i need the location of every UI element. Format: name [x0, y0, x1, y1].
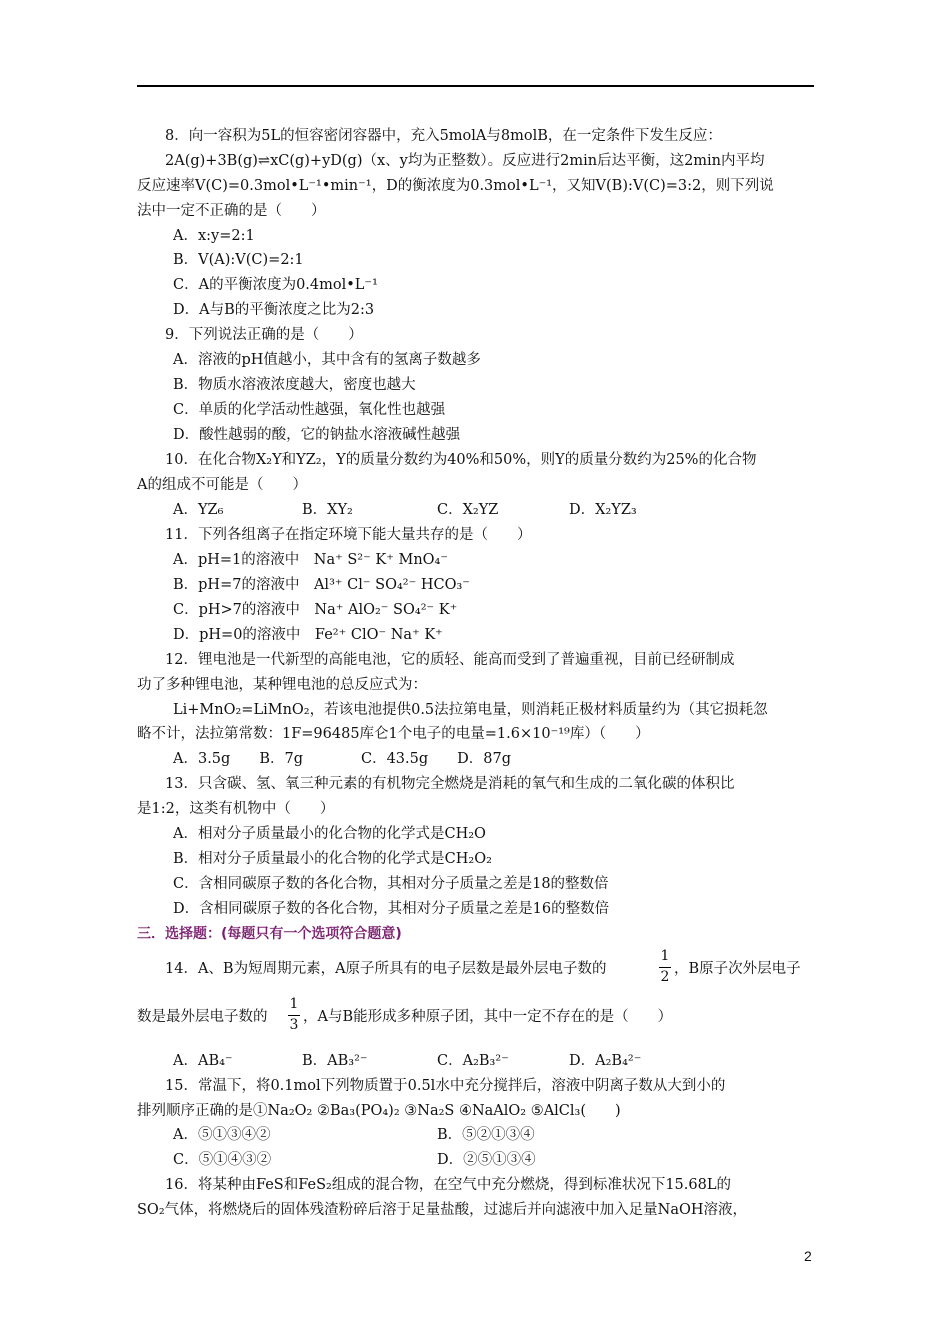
q14-option-c: C．A₂B₃²⁻ — [437, 1053, 509, 1069]
q12-line-2: 功了多种锂电池，某种锂电池的总反应式为： — [137, 677, 427, 693]
fraction-bar — [659, 967, 671, 968]
q14-line-2b: ，A与B能形成多种原子团，其中一定不存在的是（ ） — [303, 1009, 673, 1025]
q9-option-b: B．物质水溶液浓度越大，密度也越大 — [173, 377, 416, 393]
q14-option-a: A．AB₄⁻ — [173, 1053, 233, 1069]
q12-options: A．3.5g B．7g C．43.5g D．87g — [173, 751, 511, 767]
fraction-denominator: 2 — [660, 969, 670, 985]
q12-line-1: 12．锂电池是一代新型的高能电池，它的质轻、能高而受到了普遍重视，目前已经研制成 — [165, 652, 735, 668]
q16-line-1: 16．将某种由FeS和FeS₂组成的混合物，在空气中充分燃烧，得到标准状况下15.68L的 — [165, 1177, 731, 1193]
q11-option-a: A．pH=1的溶液中 Na⁺ S²⁻ K⁺ MnO₄⁻ — [173, 552, 449, 568]
q12-line-3: Li+MnO₂=LiMnO₂，若该电池提供0.5法拉第电量，则消耗正极材料质量约为（其它损耗忽 — [173, 702, 768, 718]
q13-option-c: C．含相同碳原子数的各化合物，其相对分子质量之差是18的整数倍 — [173, 876, 609, 892]
q10-line-1: 10．在化合物X₂Y和YZ₂，Y的质量分数约为40%和50%，则Y的质量分数约为25%的化合物 — [165, 452, 757, 468]
q12-line-4: 略不计，法拉第常数：1F=96485库仑1个电子的电量=1.6×10⁻¹⁹库）（ ） — [137, 726, 650, 742]
q14-line-1a: 14．A、B为短周期元素，A原子所具有的电子层数是最外层电子数的 — [165, 961, 607, 977]
q16-line-2: SO₂气体，将燃烧后的固体残渣粉碎后溶于足量盐酸，过滤后并向滤液中加入足量NaOH溶液， — [137, 1202, 747, 1218]
q13-option-d: D．含相同碳原子数的各化合物，其相对分子质量之差是16的整数倍 — [173, 901, 610, 917]
q9-option-a: A．溶液的pH值越小，其中含有的氢离子数越多 — [173, 352, 481, 368]
q8-line-2: 2A(g)+3B(g)⇌xC(g)+yD(g)（x、y均为正整数）。反应进行2min后达平衡，这2min内平均 — [165, 153, 765, 169]
q8-line-4: 法中一定不正确的是（ ） — [137, 203, 326, 219]
q8-option-b: B．V(A):V(C)=2:1 — [173, 252, 304, 268]
q13-option-b: B．相对分子质量最小的化合物的化学式是CH₂O₂ — [173, 851, 492, 867]
q15-option-d: D．②⑤①③④ — [437, 1152, 536, 1168]
q15-option-c: C．⑤①④③② — [173, 1152, 272, 1168]
fraction-bar — [288, 1015, 300, 1016]
q15-option-b: B．⑤②①③④ — [437, 1127, 535, 1143]
section-heading: 三．选择题：(每题只有一个选项符合题意) — [137, 926, 402, 942]
q13-line-1: 13．只含碳、氢、氧三种元素的有机物完全燃烧是消耗的氧气和生成的二氧化碳的体积比 — [165, 776, 735, 792]
q15-option-a: A．⑤①③④② — [173, 1127, 271, 1143]
q13-line-2: 是1:2，这类有机物中（ ） — [137, 801, 335, 817]
q14-option-d: D．A₂B₄²⁻ — [569, 1053, 642, 1069]
q15-line-2: 排列顺序正确的是①Na₂O₂ ②Ba₃(PO₄)₂ ③Na₂S ④NaAlO₂ ⑤AlCl₃( ) — [137, 1103, 621, 1119]
q10-line-2: A的组成不可能是（ ） — [137, 477, 307, 493]
q9-option-c: C．单质的化学活动性越强，氧化性也越强 — [173, 402, 446, 418]
q10-option-c: C．X₂YZ — [437, 502, 499, 518]
q8-line-1: 8．向一容积为5L的恒容密闭容器中，充入5molA与8molB，在一定条件下发生反应： — [165, 128, 722, 144]
q10-option-d: D．X₂YZ₃ — [569, 502, 637, 518]
q13-option-a: A．相对分子质量最小的化合物的化学式是CH₂O — [173, 826, 486, 842]
q14-line-1b: ，B原子次外层电子 — [674, 961, 801, 977]
q14-line-2a: 数是最外层电子数的 — [137, 1009, 268, 1025]
fraction-numerator: 1 — [289, 996, 299, 1012]
q9-stem: 9．下列说法正确的是（ ） — [165, 327, 363, 343]
q11-option-d: D．pH=0的溶液中 Fe²⁺ ClO⁻ Na⁺ K⁺ — [173, 627, 443, 643]
q14-option-b: B．AB₃²⁻ — [302, 1053, 368, 1069]
q10-option-b: B．XY₂ — [302, 502, 353, 518]
q9-option-d: D．酸性越弱的酸，它的钠盐水溶液碱性越强 — [173, 427, 461, 443]
q11-option-b: B．pH=7的溶液中 Al³⁺ Cl⁻ SO₄²⁻ HCO₃⁻ — [173, 577, 470, 593]
q8-option-a: A．x:y=2:1 — [173, 228, 255, 244]
fraction-numerator: 1 — [660, 948, 670, 964]
q8-option-c: C．A的平衡浓度为0.4mol•L⁻¹ — [173, 277, 378, 293]
q8-line-3: 反应速率V(C)=0.3mol•L⁻¹•min⁻¹，D的衡浓度为0.3mol•L⁻¹，又知V(B):V(C)=3:2，则下列说 — [137, 178, 774, 194]
header-rule — [137, 85, 814, 87]
q15-line-1: 15．常温下，将0.1mol下列物质置于0.5l水中充分搅拌后，溶液中阴离子数从大到小的 — [165, 1078, 726, 1094]
page-number: 2 — [804, 1248, 812, 1264]
fraction-denominator: 3 — [289, 1017, 299, 1033]
q10-option-a: A．YZ₆ — [173, 502, 224, 518]
q11-stem: 11．下列各组离子在指定环境下能大量共存的是（ ） — [165, 527, 532, 543]
q11-option-c: C．pH>7的溶液中 Na⁺ AlO₂⁻ SO₄²⁻ K⁺ — [173, 602, 458, 618]
q8-option-d: D．A与B的平衡浓度之比为2:3 — [173, 302, 375, 318]
